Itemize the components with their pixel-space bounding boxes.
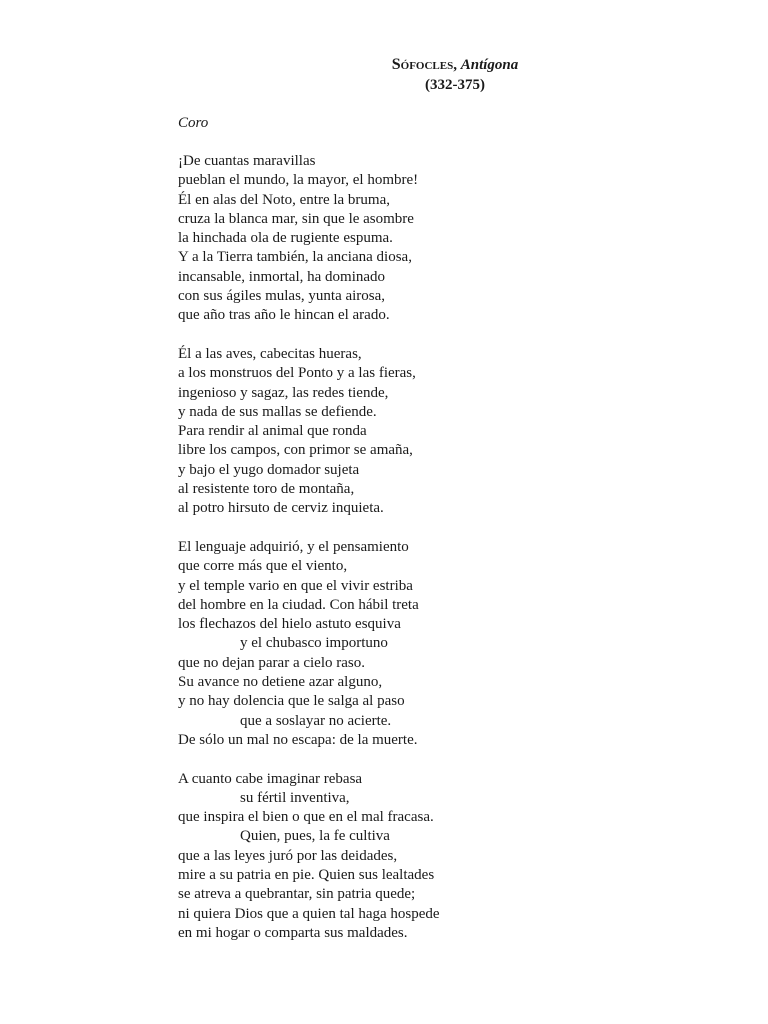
stanza (178, 152, 440, 326)
verse-line: y bajo el yugo domador sujeta (178, 461, 360, 478)
verse-line: El lenguaje adquirió, y el pensamiento (178, 538, 409, 555)
verse-line: Él a las aves, cabecitas hueras, (178, 345, 362, 362)
verse-line: del hombre en la ciudad. Con hábil treta (178, 596, 419, 613)
verse-line: en mi hogar o comparta sus maldades. (178, 924, 408, 941)
verse-line: cruza la blanca mar, sin que le asombre (178, 210, 414, 227)
author-name: Sófocles (391, 56, 454, 73)
verse-line: se atreva a quebrantar, sin patria quede; (178, 886, 416, 903)
verse-line: Quien, pues, la fe cultiva (240, 828, 390, 845)
verse-line: Su avance no detiene azar alguno, (178, 674, 383, 691)
verse-line: y el temple vario en que el vivir estriba (178, 577, 413, 594)
verse-line: los flechazos del hielo astuto esquiva (178, 616, 401, 633)
verse-line: que a soslayar no acierte. (240, 712, 392, 729)
line-range: (332-375) (425, 77, 485, 93)
verse-line: Él en alas del Noto, entre la bruma, (178, 191, 391, 208)
work-title: Antígona (460, 57, 519, 73)
author-separator: , (453, 57, 457, 73)
verse-line: De sólo un mal no escapa: de la muerte. (178, 731, 418, 748)
verse-line: que no dejan parar a cielo raso. (178, 654, 365, 671)
stanza (178, 770, 440, 944)
verse-line: pueblan el mundo, la mayor, el hombre! (178, 172, 419, 189)
speaker-label: Coro (178, 115, 209, 131)
poem-body (178, 152, 440, 962)
verse-line: que inspira el bien o que en el mal fracasa. (178, 809, 434, 826)
verse-line: ingenioso y sagaz, las redes tiende, (178, 384, 389, 401)
verse-line: que corre más que el viento, (178, 558, 348, 575)
verse-line: que a las leyes juró por las deidades, (178, 847, 398, 864)
stanza (178, 538, 440, 750)
verse-line: Y a la Tierra también, la anciana diosa, (178, 249, 412, 266)
verse-line: con sus ágiles mulas, yunta airosa, (178, 288, 386, 305)
verse-line: la hinchada ola de rugiente espuma. (178, 230, 393, 247)
verse-line: incansable, inmortal, ha dominado (178, 268, 386, 285)
verse-line: ¡De cuantas maravillas (178, 153, 316, 169)
verse-line: y nada de sus mallas se defiende. (178, 403, 377, 420)
verse-line: y el chubasco importuno (240, 635, 388, 652)
verse-line: y no hay dolencia que le salga al paso (178, 693, 405, 710)
title-line (0, 55, 768, 75)
verse-line: A cuanto cabe imaginar rebasa (178, 770, 363, 787)
verse-line: ni quiera Dios que a quien tal haga hospede (178, 905, 440, 922)
verse-line: que año tras año le hincan el arado. (178, 307, 390, 324)
verse-line: al resistente toro de montaña, (178, 481, 355, 498)
verse-line: su fértil inventiva, (240, 789, 350, 806)
verse-line: al potro hirsuto de cerviz inquieta. (178, 500, 384, 517)
stanza (178, 345, 440, 519)
title-block (0, 55, 768, 95)
verse-line: a los monstruos del Ponto y a las fieras, (178, 365, 416, 382)
verse-line: libre los campos, con primor se amaña, (178, 442, 413, 459)
verse-line: Para rendir al animal que ronda (178, 423, 367, 440)
verse-line: mire a su patria en pie. Quien sus lealtades (178, 866, 435, 883)
